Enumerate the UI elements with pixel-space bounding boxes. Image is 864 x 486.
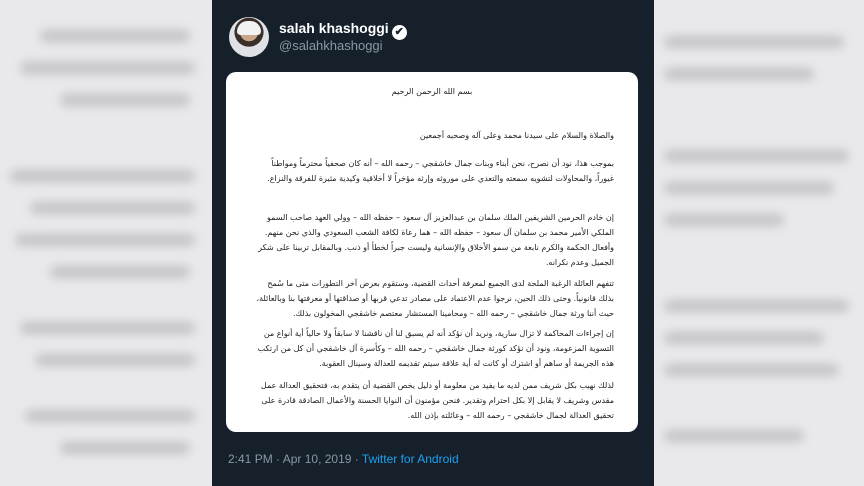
tweet-date[interactable]: Apr 10, 2019 [282,452,352,466]
user-handle[interactable]: @salahkhashoggi [279,38,383,53]
letter-paragraph: لذلك نهيب بكل شريف ممن لديه ما يفيد من معلومة أو دليل يخص القضية أن يتقدم به، فتحقيق العدالة عمل مقدس وشريف لا يقابل إلا بكل احترام وتقدير. فنحن مؤمنون أن النوايا الحسنة والأعمال الصادقة قادرة على تحقيق العدالة لجمال خاشقجي – رحمه الله – وعائلته بإذن الله. [260,381,614,420]
tweet-time[interactable]: 2:41 PM [228,452,273,466]
avatar[interactable] [229,17,269,57]
letter-paragraph: والصلاة والسلام على سيدنا محمد وعلى آله وصحبه أجمعين [419,131,614,140]
letter-basmala: بسم الله الرحمن الرحيم [391,87,473,96]
user-display-name[interactable] [279,20,407,40]
display-name-text: salah khashoggi [279,20,389,36]
meta-separator: · [354,452,359,466]
letter-image[interactable] [226,72,638,432]
letter-paragraph: إن خادم الحرمين الشريفين الملك سلمان بن عبدالعزيز آل سعود – حفظه الله – وولي العهد صاحب السمو الملكي الأمير محمد بن سلمان آل سعود – حفظه الله – هما رعاة لكافة الشعب السعودي والذي نحن منهم. وأفعال الحكمة والكرم نابعة من سمو الأخلاق والإنسانية وليست جبراً لخطأ أو ذنب. وبالمقابل تربينا على شكر الجميل وعدم نكرانه. [258,213,614,267]
letter-paragraph: إن إجراءات المحاكمة لا تزال سارية، ونريد أن نؤكد أنه لم يسبق لنا أن ناقشنا لا سابقاً ولا حالياً أية أنواع من التسوية المزعومة، ونود أن نؤكد كورثة جمال خاشقجي – رحمه الله – وكأسرة آل خاشقجي أن كل من ارتكب هذه الجريمة أو ساهم أو اشترك أو كانت له أية علاقة سيتم تقديمه للعدالة وسينال العقوبة. [257,329,614,368]
letter-paragraph: بموجب هذا، نود أن نصرح، نحن أبناء وبنات جمال خاشقجي – رحمه الله – أنه كان صحفياً محترماً ومواطناً غيوراً، والمحاولات لتشويه سمعته والتعدي على موروثه وإرثه مؤخراً لا أخلاقية وكيدية مثيرة للفرقة والنزاع. [267,159,614,183]
tweet-metadata [228,452,459,466]
tweet-source-link[interactable]: Twitter for Android [361,452,459,466]
blurred-backdrop-left [0,0,212,486]
meta-separator: · [276,452,281,466]
letter-paragraph: تتفهم العائلة الرغبة الملحة لدى الجميع لمعرفة أحداث القضية، وستقوم بعرض آخر التطورات متى ما سُمح بذلك قانونياً. وحتى ذلك الحين، نرجوا عدم الاعتماد على مصادر تدعي قربها أو صداقتها أو معرفتها بنا وبالعائلة، حيث أننا ورثة جمال خاشقجي – رحمه الله – ومحامينا المستشار معتصم خاشقجي المخولون بذلك. [256,279,614,318]
blurred-backdrop-right [654,0,864,486]
verified-badge-icon: ✔ [392,25,407,40]
avatar-headwear [237,21,261,35]
